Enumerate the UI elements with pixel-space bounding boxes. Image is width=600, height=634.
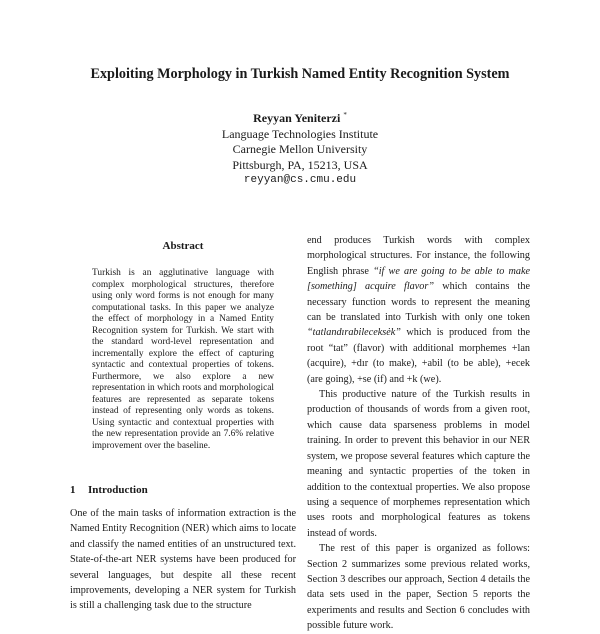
english-phrase-example: “if we are going to be able to make [something] acquire flavor” [307, 265, 530, 293]
section-number: 1 [70, 484, 76, 496]
right-column [307, 233, 530, 634]
right-paragraph-2: This productive nature of the Turkish results in production of thousands of words from a given root, which cause data sparseness problems in model training. In order to prevent this behavior in our NER system, we propose several features which capture the meaning and syntactic properties of the token in addition to the contextual properties. We also propose using a sequence of morphemes representation which uses roots and morphological features as tokens instead of words. [307, 389, 530, 539]
section-title: Introduction [88, 484, 148, 496]
abstract-heading: Abstract [162, 240, 204, 252]
affiliation-institute: Language Technologies Institute [221, 126, 379, 141]
introduction-paragraph [70, 506, 296, 614]
affiliation-address: Pittsburgh, PA, 15213, USA [232, 157, 368, 172]
turkish-token-example: “tatlandırabileceksėk” [307, 327, 401, 339]
abstract-text: Turkish is an agglutinative language with complex morphological structures, therefore using only word forms is not enough for many computational tasks. In this paper we analyze the effect of morphology in a Named Entity Recognition system for Turkish. We start with the standard word-level representation and incrementally explore the effect of capturing syntactic and contextual properties of tokens. Furthermore, we also explore a new representation in which roots and morphological features are represented as separate tokens instead of representing only words as tokens. Using syntactic and contextual properties with the new representation provide an 7.6% relative improvement over the baseline. [92, 268, 274, 451]
author-block [0, 108, 600, 189]
author-email: reyyan@cs.cmu.edu [243, 174, 357, 186]
section-heading-introduction [70, 484, 296, 496]
right-p1-text-e: which is produced from the root “tat” (flavor) with additional morphemes +lan (acquire), +dır (to make), +abil (to be able), +ecek (are going), +se (if) and +k (we). [307, 327, 530, 385]
paper-title: Exploiting Morphology in Turkish Named Entity Recognition System [90, 66, 510, 82]
intro-paragraph-1: One of the main tasks of information extraction is the Named Entity Recognition (NER) which aims to locate and classify the named entities of an unstructured text. State-of-the-art NER systems have been produced for several languages, but despite all these recent improvements, developing a NER system for Turkish is still a challenging task due to the structure [70, 508, 296, 612]
right-paragraph-1 [307, 233, 530, 387]
right-p1-text-c: which contains the necessary function words to represent the meaning can be translated into Turkish with only one token [307, 281, 530, 324]
right-p1-text-a: end produces Turkish words with complex morphological structures. For instance, the following English phrase [307, 235, 530, 277]
author-footnote-mark: * [343, 111, 347, 119]
right-paragraph-3: The rest of this paper is organized as follows: Section 2 summarizes some previous related works, Section 3 describes our approach, Section 4 details the data sets used in the paper, Section 5 reports the experiments and results and Section 6 concludes with possible future work. [307, 543, 530, 632]
author-name: Reyyan Yeniterzi [253, 111, 341, 125]
affiliation-university: Carnegie Mellon University [232, 142, 368, 156]
